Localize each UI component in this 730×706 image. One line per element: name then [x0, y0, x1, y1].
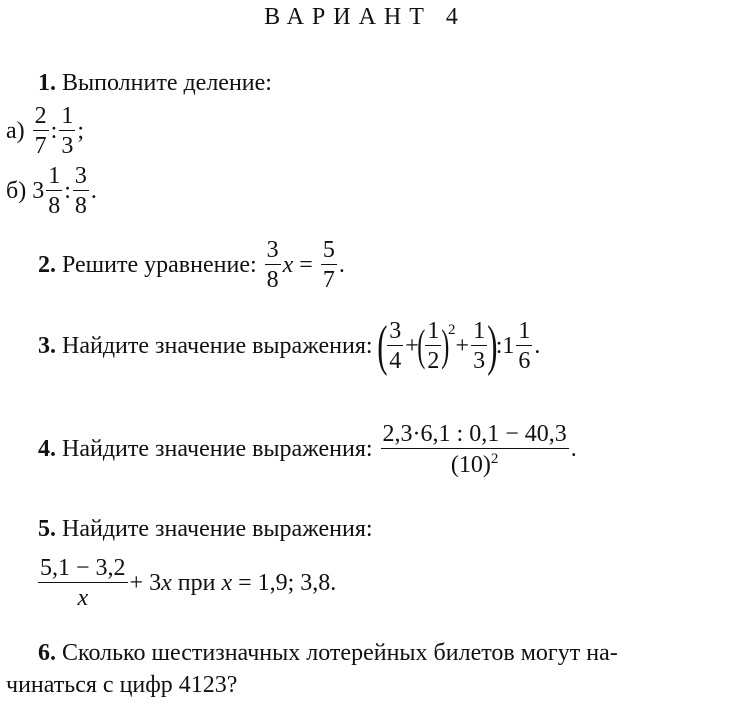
task-5-fraction: [38, 556, 128, 610]
task-1a-fraction-1: [33, 104, 49, 158]
end-punctuation: .: [570, 436, 577, 462]
task-1-text: Выполните деление:: [62, 70, 272, 96]
fraction-numerator: 2: [34, 103, 47, 129]
fraction-denominator: 8: [48, 193, 61, 219]
fraction-numerator: 1: [48, 163, 61, 189]
mixed-whole: 3: [32, 177, 45, 204]
fraction-numerator: 1: [427, 318, 440, 344]
task-2-text: Решите уравнение:: [62, 251, 257, 278]
task-1b-label: б): [6, 177, 27, 204]
plus-sign: +: [455, 332, 470, 359]
fraction-denominator: 2: [427, 348, 440, 374]
plus-term: + 3: [129, 569, 162, 596]
fraction-denominator: 3: [61, 133, 74, 159]
fraction-numerator: 2,3·6,1 : 0,1 − 40,3: [382, 421, 567, 447]
end-punctuation: .: [534, 332, 541, 359]
left-paren: (: [376, 315, 387, 377]
fraction-denominator: [449, 449, 500, 477]
task-6-text-line-1: Сколько шестизначных лотерейных билетов могут на-: [62, 640, 618, 666]
task-5-heading: [38, 516, 373, 543]
fraction-numerator: 1: [473, 318, 486, 344]
task-3-text: Найдите значение выражения:: [62, 332, 373, 359]
condition-values: = 1,9; 3,8.: [238, 569, 337, 596]
fraction-denominator: 7: [34, 133, 47, 159]
task-2-fraction-right: [321, 238, 337, 292]
fraction-numerator: 5,1 − 3,2: [40, 555, 126, 581]
task-1b: [6, 164, 97, 218]
task-2-fraction-left: [265, 238, 281, 292]
task-1b-fraction-2: [73, 164, 89, 218]
variable-x: x: [282, 251, 294, 278]
task-4-number: 4.: [38, 436, 56, 462]
exponent: 2: [448, 321, 456, 338]
fraction-numerator: 1: [61, 103, 74, 129]
task-3-fraction-c: [471, 319, 487, 373]
task-2-number: 2.: [38, 251, 56, 278]
task-1a-fraction-2: [59, 104, 75, 158]
variable-x: x: [161, 569, 172, 596]
inner-left-paren: (: [417, 321, 426, 370]
fraction-denominator: x: [77, 585, 89, 611]
plus-sign: +: [405, 332, 419, 359]
end-punctuation: .: [338, 251, 345, 278]
task-5-text: Найдите значение выражения:: [62, 516, 373, 542]
task-6-line-2: чинаться с цифр 4123?: [6, 672, 238, 698]
task-1b-fraction-1: [46, 164, 62, 218]
task-3-fraction-d: [516, 319, 532, 373]
fraction-denominator: 4: [389, 348, 402, 374]
equals-sign: =: [299, 251, 313, 278]
fraction-denominator: 3: [473, 348, 486, 374]
end-punctuation: .: [90, 177, 97, 204]
right-paren: ): [487, 315, 498, 377]
fraction-numerator: 5: [322, 237, 335, 263]
fraction-numerator: 3: [389, 318, 402, 344]
fraction-denominator: 6: [518, 348, 531, 374]
mixed-whole: 1: [502, 332, 515, 359]
end-punctuation: ;: [77, 117, 84, 144]
divide-sign: :: [64, 177, 71, 204]
denominator-base: (10): [450, 452, 491, 478]
task-6-number: 6.: [38, 640, 56, 666]
fraction-denominator: 7: [322, 267, 335, 293]
task-1a: [6, 104, 84, 158]
fraction-denominator: 8: [266, 267, 279, 293]
task-4: [38, 422, 577, 477]
task-1-heading: [38, 70, 272, 97]
task-2: [38, 238, 345, 292]
divide-sign: :: [50, 117, 58, 144]
variant-title: ВАРИАНТ 4: [264, 4, 466, 30]
task-5-expression: [36, 556, 336, 610]
fraction-numerator: 3: [74, 163, 87, 189]
task-1-number: 1.: [38, 70, 56, 96]
variable-x: x: [221, 569, 233, 596]
fraction-numerator: 3: [266, 237, 279, 263]
task-5-number: 5.: [38, 516, 56, 542]
divide-sign: :: [495, 332, 503, 359]
condition-word: при: [177, 569, 216, 596]
task-3-fraction-b: [425, 319, 441, 373]
fraction-denominator: 8: [74, 193, 87, 219]
task-1a-label: а): [6, 117, 25, 144]
task-6-line-1: [38, 640, 618, 667]
fraction-numerator: 1: [518, 318, 531, 344]
task-4-fraction: [381, 422, 569, 477]
task-3-fraction-a: [387, 319, 403, 373]
inner-right-paren: ): [441, 321, 450, 370]
exponent: 2: [490, 451, 499, 467]
task-3-number: 3.: [38, 332, 56, 359]
task-4-text: Найдите значение выражения:: [62, 436, 373, 462]
task-3: [38, 315, 541, 377]
